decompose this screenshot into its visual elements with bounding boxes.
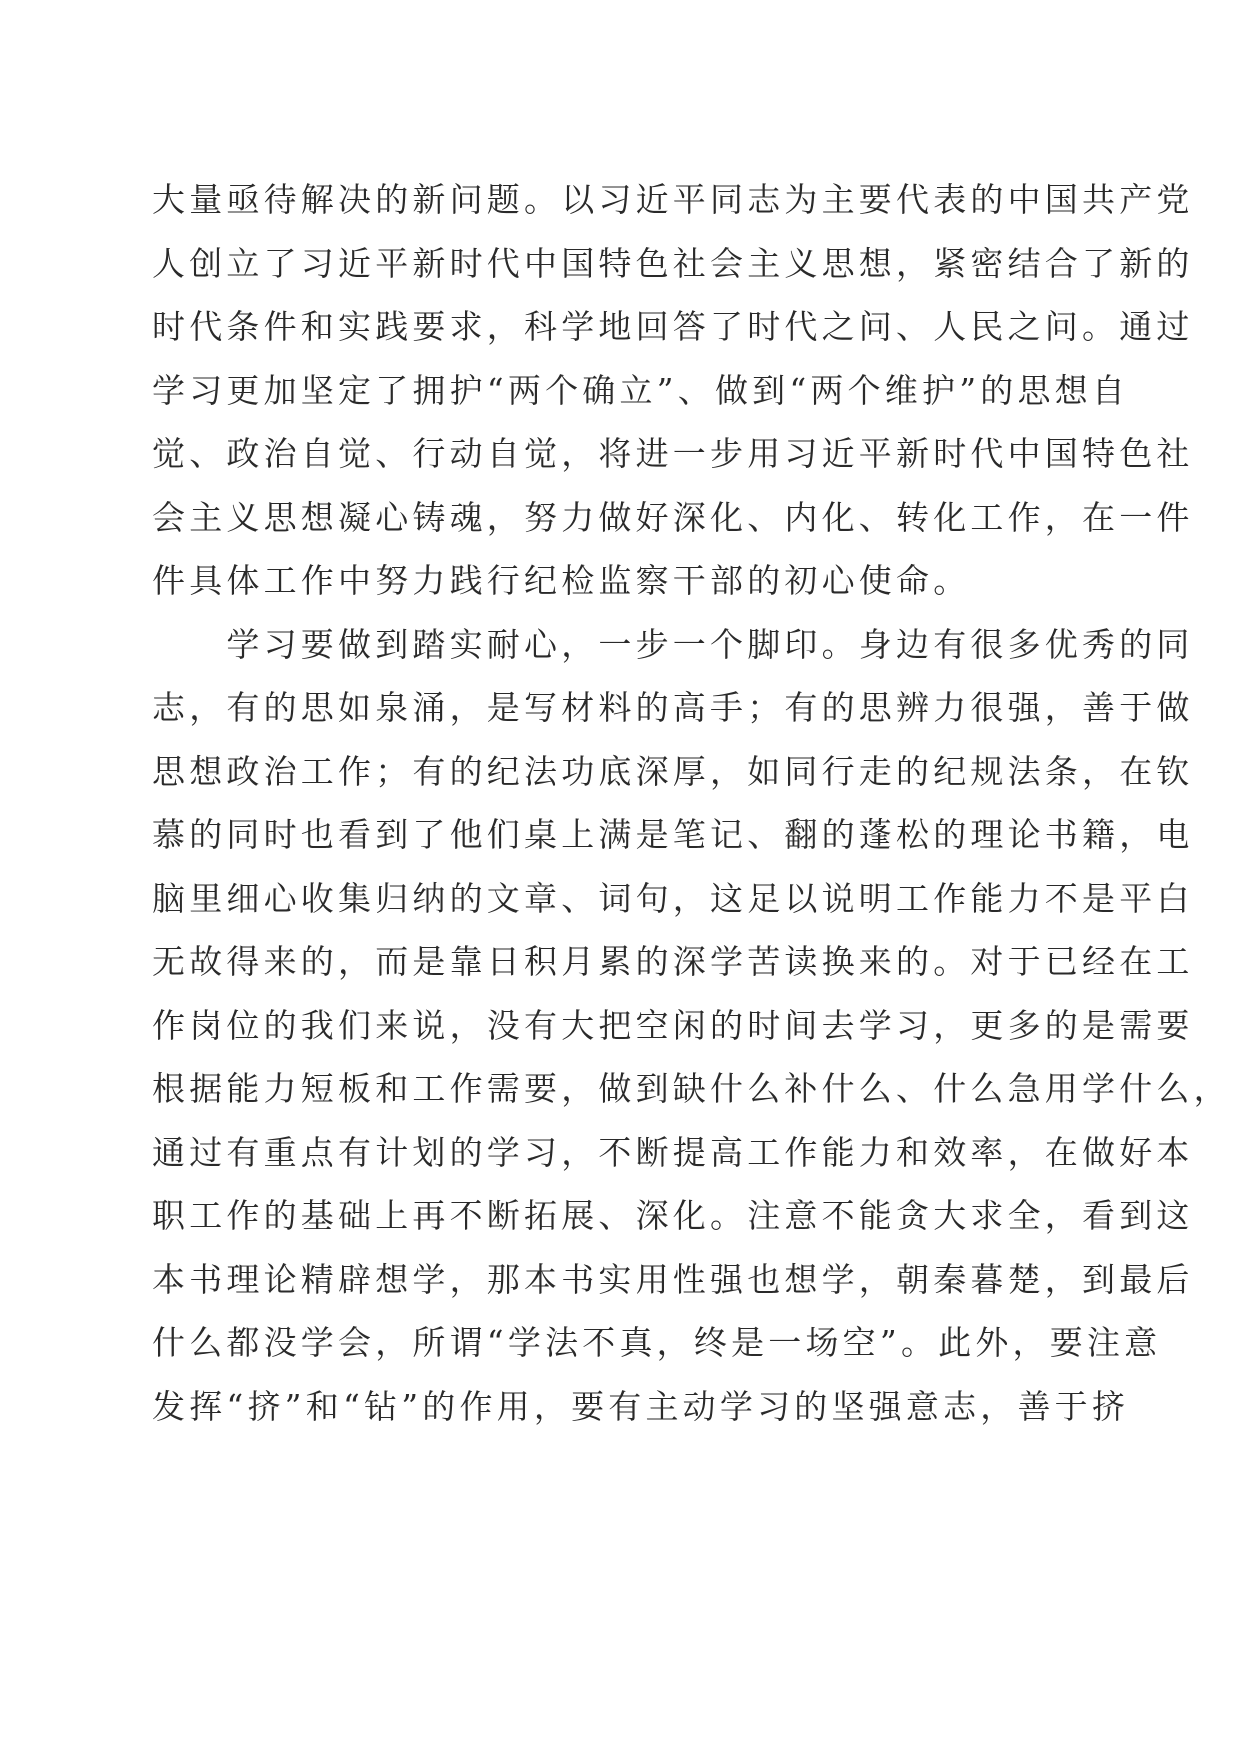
- text-line: 通过有重点有计划的学习，不断提高工作能力和效率，在做好本: [152, 1132, 1194, 1172]
- text-line: 作岗位的我们来说，没有大把空闲的时间去学习，更多的是需要: [152, 1005, 1194, 1045]
- body-text: [152, 168, 1231, 1438]
- text-line: 无故得来的，而是靠日积月累的深学苦读换来的。对于已经在工: [152, 942, 1194, 981]
- text-line: 发挥“挤”和“钻”的作用，要有主动学习的坚强意志，善于挤: [152, 1386, 1130, 1426]
- text-line: 本书理论精辟想学，那本书实用性强也想学，朝秦暮楚，到最后: [152, 1259, 1194, 1299]
- text-line: 大量亟待解决的新问题。以习近平同志为主要代表的中国共产党: [152, 180, 1194, 219]
- text-line: 慕的同时也看到了他们桌上满是笔记、翻的蓬松的理论书籍，电: [152, 815, 1194, 854]
- text-line: 件具体工作中努力践行纪检监察干部的初心使命。: [152, 561, 971, 600]
- text-line: 志，有的思如泉涌，是写材料的高手；有的思辨力很强，善于做: [152, 688, 1194, 727]
- text-line: 思想政治工作；有的纪法功底深厚，如同行走的纪规法条，在钦: [152, 751, 1194, 791]
- text-line: 职工作的基础上再不断拓展、深化。注意不能贪大求全，看到这: [152, 1196, 1194, 1235]
- text-line: 觉、政治自觉、行动自觉，将进一步用习近平新时代中国特色社: [152, 434, 1194, 473]
- text-line: 根据能力短板和工作需要，做到缺什么补什么、什么急用学什么，: [152, 1069, 1231, 1108]
- text-line: 脑里细心收集归纳的文章、词句，这足以说明工作能力不是平白: [152, 878, 1194, 918]
- text-line: 会主义思想凝心铸魂，努力做好深化、内化、转化工作，在一件: [152, 497, 1194, 537]
- text-line: 学习更加坚定了拥护“两个确立”、做到“两个维护”的思想自: [152, 370, 1130, 410]
- text-line: 时代条件和实践要求，科学地回答了时代之问、人民之问。通过: [152, 307, 1194, 346]
- text-line: 什么都没学会，所谓“学法不真，终是一场空”。此外，要注意: [152, 1323, 1162, 1362]
- text-line: 学习要做到踏实耐心，一步一个脚印。身边有很多优秀的同: [152, 624, 1194, 664]
- text-line: 人创立了习近平新时代中国特色社会主义思想，紧密结合了新的: [152, 243, 1194, 283]
